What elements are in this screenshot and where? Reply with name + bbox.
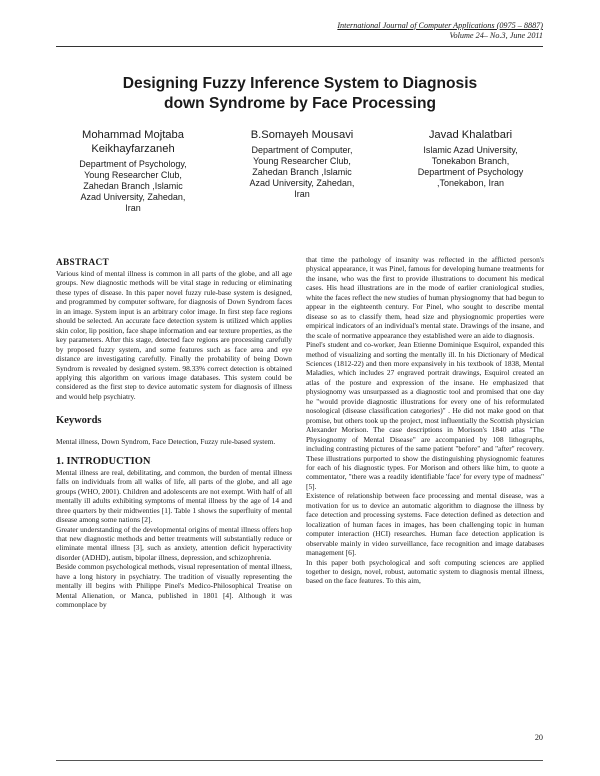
page-number: 20 xyxy=(534,733,543,742)
intro-paragraph-1: Mental illness are real, debilitating, and common, the burden of mental illness falls on individuals from all walks of life, all parts of the globe, and all age groups (WHO, 2001). Children and adolescents are not exempt. With half of all mentally ill adults exhibiting symptoms of mental illness by the age of 14 and three quarters by their midtwenties [1]. Table 1 shows the superfluity of mental disease among some nations [2]. xyxy=(56,467,292,525)
body-paragraph-1: that time the pathology of insanity was reflected in the afflicted person's physical appearance, it was Pinel, famous for developing humane treatments for the insane, who was the first to provide illustrations to document his medical cases. His head illustrations are in the mode of earlier craniological studies, white the faces reflect the new studies of human physiognomy that had begun to appear in the eighteenth century. For Pinel, who sought to describe mental disease so as to classify them, head size and physiognomic properties were empirical indicators of an individual's mental state. Drawings of the insane, and the scale of normative appearance they established were an aide to diagnosis. xyxy=(306,255,544,340)
author-3 xyxy=(393,128,548,189)
author-2 xyxy=(232,128,372,200)
left-column xyxy=(56,258,292,610)
journal-volume: Volume 24– No.3, June 2011 xyxy=(449,31,543,40)
body-paragraph-4: In this paper both psychological and soft computing sciences are applied together to design, novel, robust, automatic system to diagnosis mental illness, based on the face features. To this aim, xyxy=(306,557,544,586)
right-column xyxy=(306,255,544,586)
keywords-heading: Keywords xyxy=(56,415,102,427)
keywords-text: Mental illness, Down Syndrom, Face Detection, Fuzzy rule-based system. xyxy=(56,437,276,447)
footer-rule xyxy=(56,760,543,761)
author-affiliation: Department of Psychology, Young Researcher Club, Zahedan Branch ,Islamic Azad University, Zahedan, Iran xyxy=(79,159,187,213)
body-paragraph-3: Existence of relationship between face processing and mental disease, was a motivation for us to device an automatic algorithm to diagnose the illness by face detection and processing systems. Face detection defined as detection and localization of human faces in images, has been challenging topic in human computer interaction (HCI) researches. Human face detection application is observable mainly in video surveillance, face recognition and image databases management [6]. xyxy=(306,491,544,558)
author-affiliation: Islamic Azad University, Tonekabon Branch, Department of Psychology ,Tonekabon, Iran xyxy=(417,145,524,188)
paper-title xyxy=(60,74,540,113)
author-name: B.Somayeh Mousavi xyxy=(250,129,354,141)
body-paragraph-2: Pinel's student and co-worker, Jean Etienne Dominique Esquirol, expanded this method of visualizing and sorting the mentally ill. In his Dictionary of Medical Sciences (1812-22) and then more expansively in his textbook of 1838, Mental Maladies, which includes 27 engraved portrait drawings, Esquirol created an atlas of the posture and expression of the insane. He emphasized that physiognomy was unsurpassed as a diagnostic tool and promised that one day he "would provide diagnostic illustrations for every one of his reformulated nosological (disease classification categories)" . He did not make good on that promise, but others took up the project, most influentially the Scottish physician Alexander Morison. The case descriptions in Morison's 1840 atlas "The Physiognomy of Mental Disease" are accompanied by 108 lithographs, including contrasting pictures of the same patient "before" and "after" recovery. These illustrations purported to show the distinguishing physiognomic features for each of his diagnostic types. For Morison and others like him, to quote a commentator, "there was a readily identifiable 'face' for every type of madness" [5]. xyxy=(306,340,544,491)
abstract-heading: ABSTRACT xyxy=(56,258,110,268)
header-rule xyxy=(56,46,543,47)
author-name: Mohammad Mojtaba Keikhayfarzaneh xyxy=(82,129,184,155)
author-name: Javad Khalatbari xyxy=(428,129,513,141)
introduction-heading: 1. INTRODUCTION xyxy=(56,455,151,467)
title-line-1: Designing Fuzzy Inference System to Diagnosis xyxy=(122,75,478,92)
author-affiliation: Department of Computer, Young Researcher Club, Zahedan Branch ,Islamic Azad University, Zahedan, Iran xyxy=(249,145,355,199)
journal-header xyxy=(337,21,543,41)
author-1 xyxy=(58,128,208,214)
journal-name: International Journal of Computer Applications (0975 – 8887) xyxy=(337,21,543,30)
title-line-2: down Syndrome by Face Processing xyxy=(163,94,437,112)
intro-paragraph-3: Beside common psychological methods, visual representation of mental illness, have a long history in psychiatry. The tradition of visually representing the mentally ill begins with Philippe Pinel's Medico-Philosophical Treatise on Mental Alienation, or Manca, published in 1801 [4]. Although it was commonplace by xyxy=(56,562,292,610)
abstract-text: Various kind of mental illness is common in all parts of the globe, and all age groups. New diagnostic methods will be vital stage in reducing or eliminating these types of disease. In this paper novel fuzzy rule-base system is designed, and programmed by computer software, for diagnosis of Down Syndrom faces in an image. System input is an arbitrary color image. In first step face regions should be selected. An accurate face detection system is utilized which applies skin color, lip position, face shape information and ear texture properties, as the key parameters. After this stage, detected face regions are processing carefully by proposed fuzzy system, and some features such as face area and eye distance are investigating carefully. Finally the probability of being Down Syndrom is revealed by designed system. 98.33% correct detection is obtained applying this algorithm on various image databases. This system could be considered as the first step to device automatic system for diagnosis of illness and would help psychiatry. xyxy=(56,269,292,401)
intro-paragraph-2: Greater understanding of the developmental origins of mental illness offers hop that new diagnostic methods and better treatments will substantially reduce or eliminate mental illness [3], such as anxiety, attention deficit hyperactivity disorder (ADHD), autism, bipolar illness, depression, and schizophrenia. xyxy=(56,524,292,562)
